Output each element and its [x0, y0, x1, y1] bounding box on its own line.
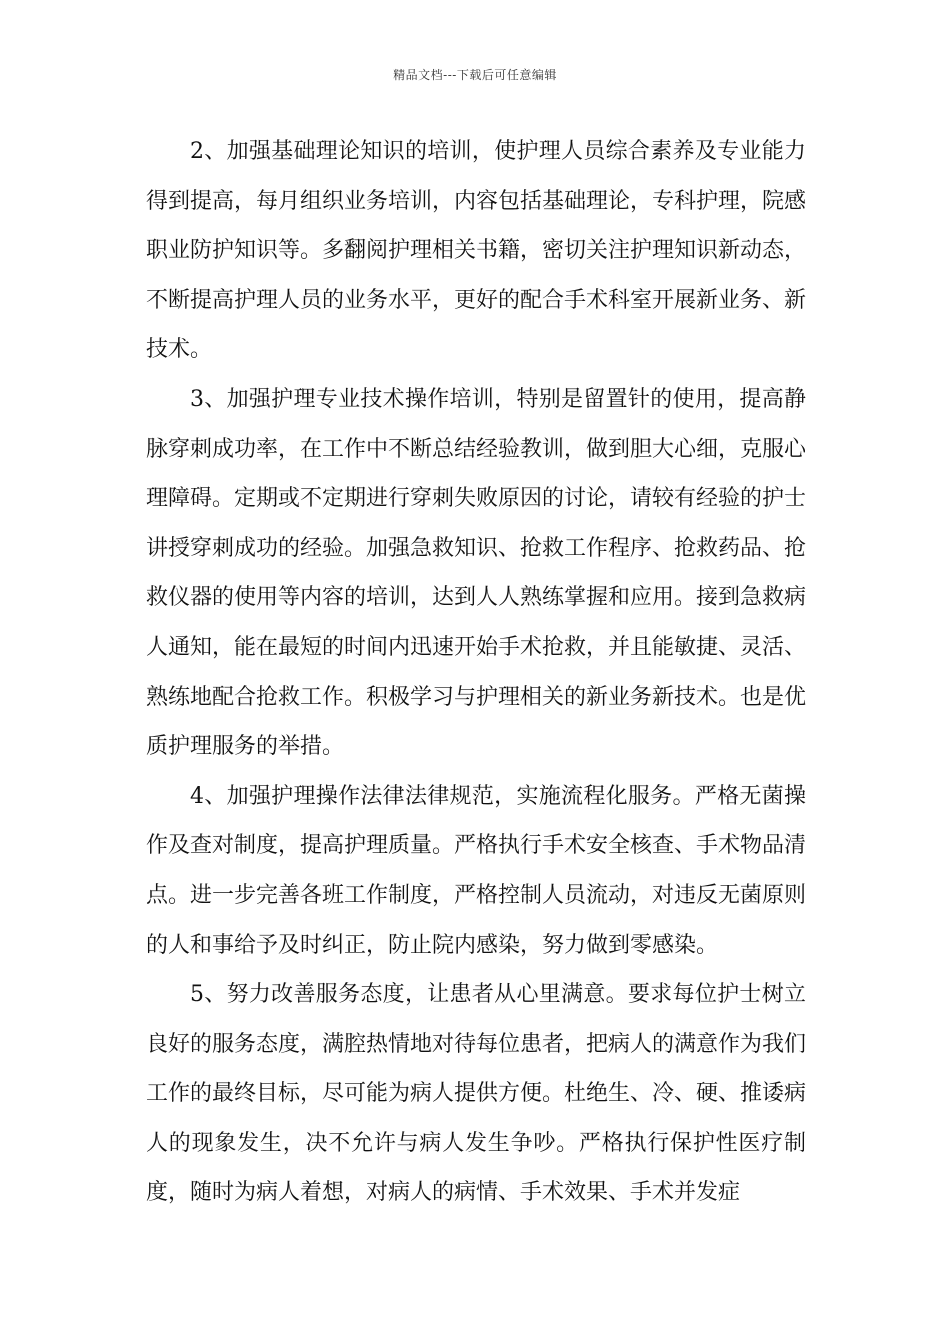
paragraph-2: 2、加强基础理论知识的培训，使护理人员综合素养及专业能力得到提高，每月组织业务培训，内容包括基础理论，专科护理，院感职业防护知识等。多翻阅护理相关书籍，密切关注护理知识新动态，不断提高护理人员的业务水平，更好的配合手术科室开展新业务、新技术。 [146, 139, 807, 363]
document-body [146, 127, 806, 1218]
page-header: 精品文档---下载后可任意编辑 [393, 68, 557, 82]
paragraph-5: 5、努力改善服务态度，让患者从心里满意。要求每位护士树立良好的服务态度，满腔热情地对待每位患者，把病人的满意作为我们工作的最终目标，尽可能为病人提供方便。杜绝生、冷、硬、推诿病人的现象发生，决不允许与病人发生争吵。严格执行保护性医疗制度，随时为病人着想，对病人的病情、手术效果、手术并发症 [146, 982, 807, 1206]
paragraph-4: 4、加强护理操作法律法律规范，实施流程化服务。严格无菌操作及查对制度，提高护理质量。严格执行手术安全核查、手术物品清点。进一步完善各班工作制度，严格控制人员流动，对违反无菌原则的人和事给予及时纠正，防止院内感染，努力做到零感染。 [146, 783, 807, 958]
paragraph-3: 3、加强护理专业技术操作培训，特别是留置针的使用，提高静脉穿刺成功率，在工作中不断总结经验教训，做到胆大心细，克服心理障碍。定期或不定期进行穿刺失败原因的讨论，请较有经验的护士讲授穿刺成功的经验。加强急救知识、抢救工作程序、抢救药品、抢救仪器的使用等内容的培训，达到人人熟练掌握和应用。接到急救病人通知，能在最短的时间内迅速开始手术抢救，并且能敏捷、灵活、熟练地配合抢救工作。积极学习与护理相关的新业务新技术。也是优质护理服务的举措。 [146, 386, 807, 760]
